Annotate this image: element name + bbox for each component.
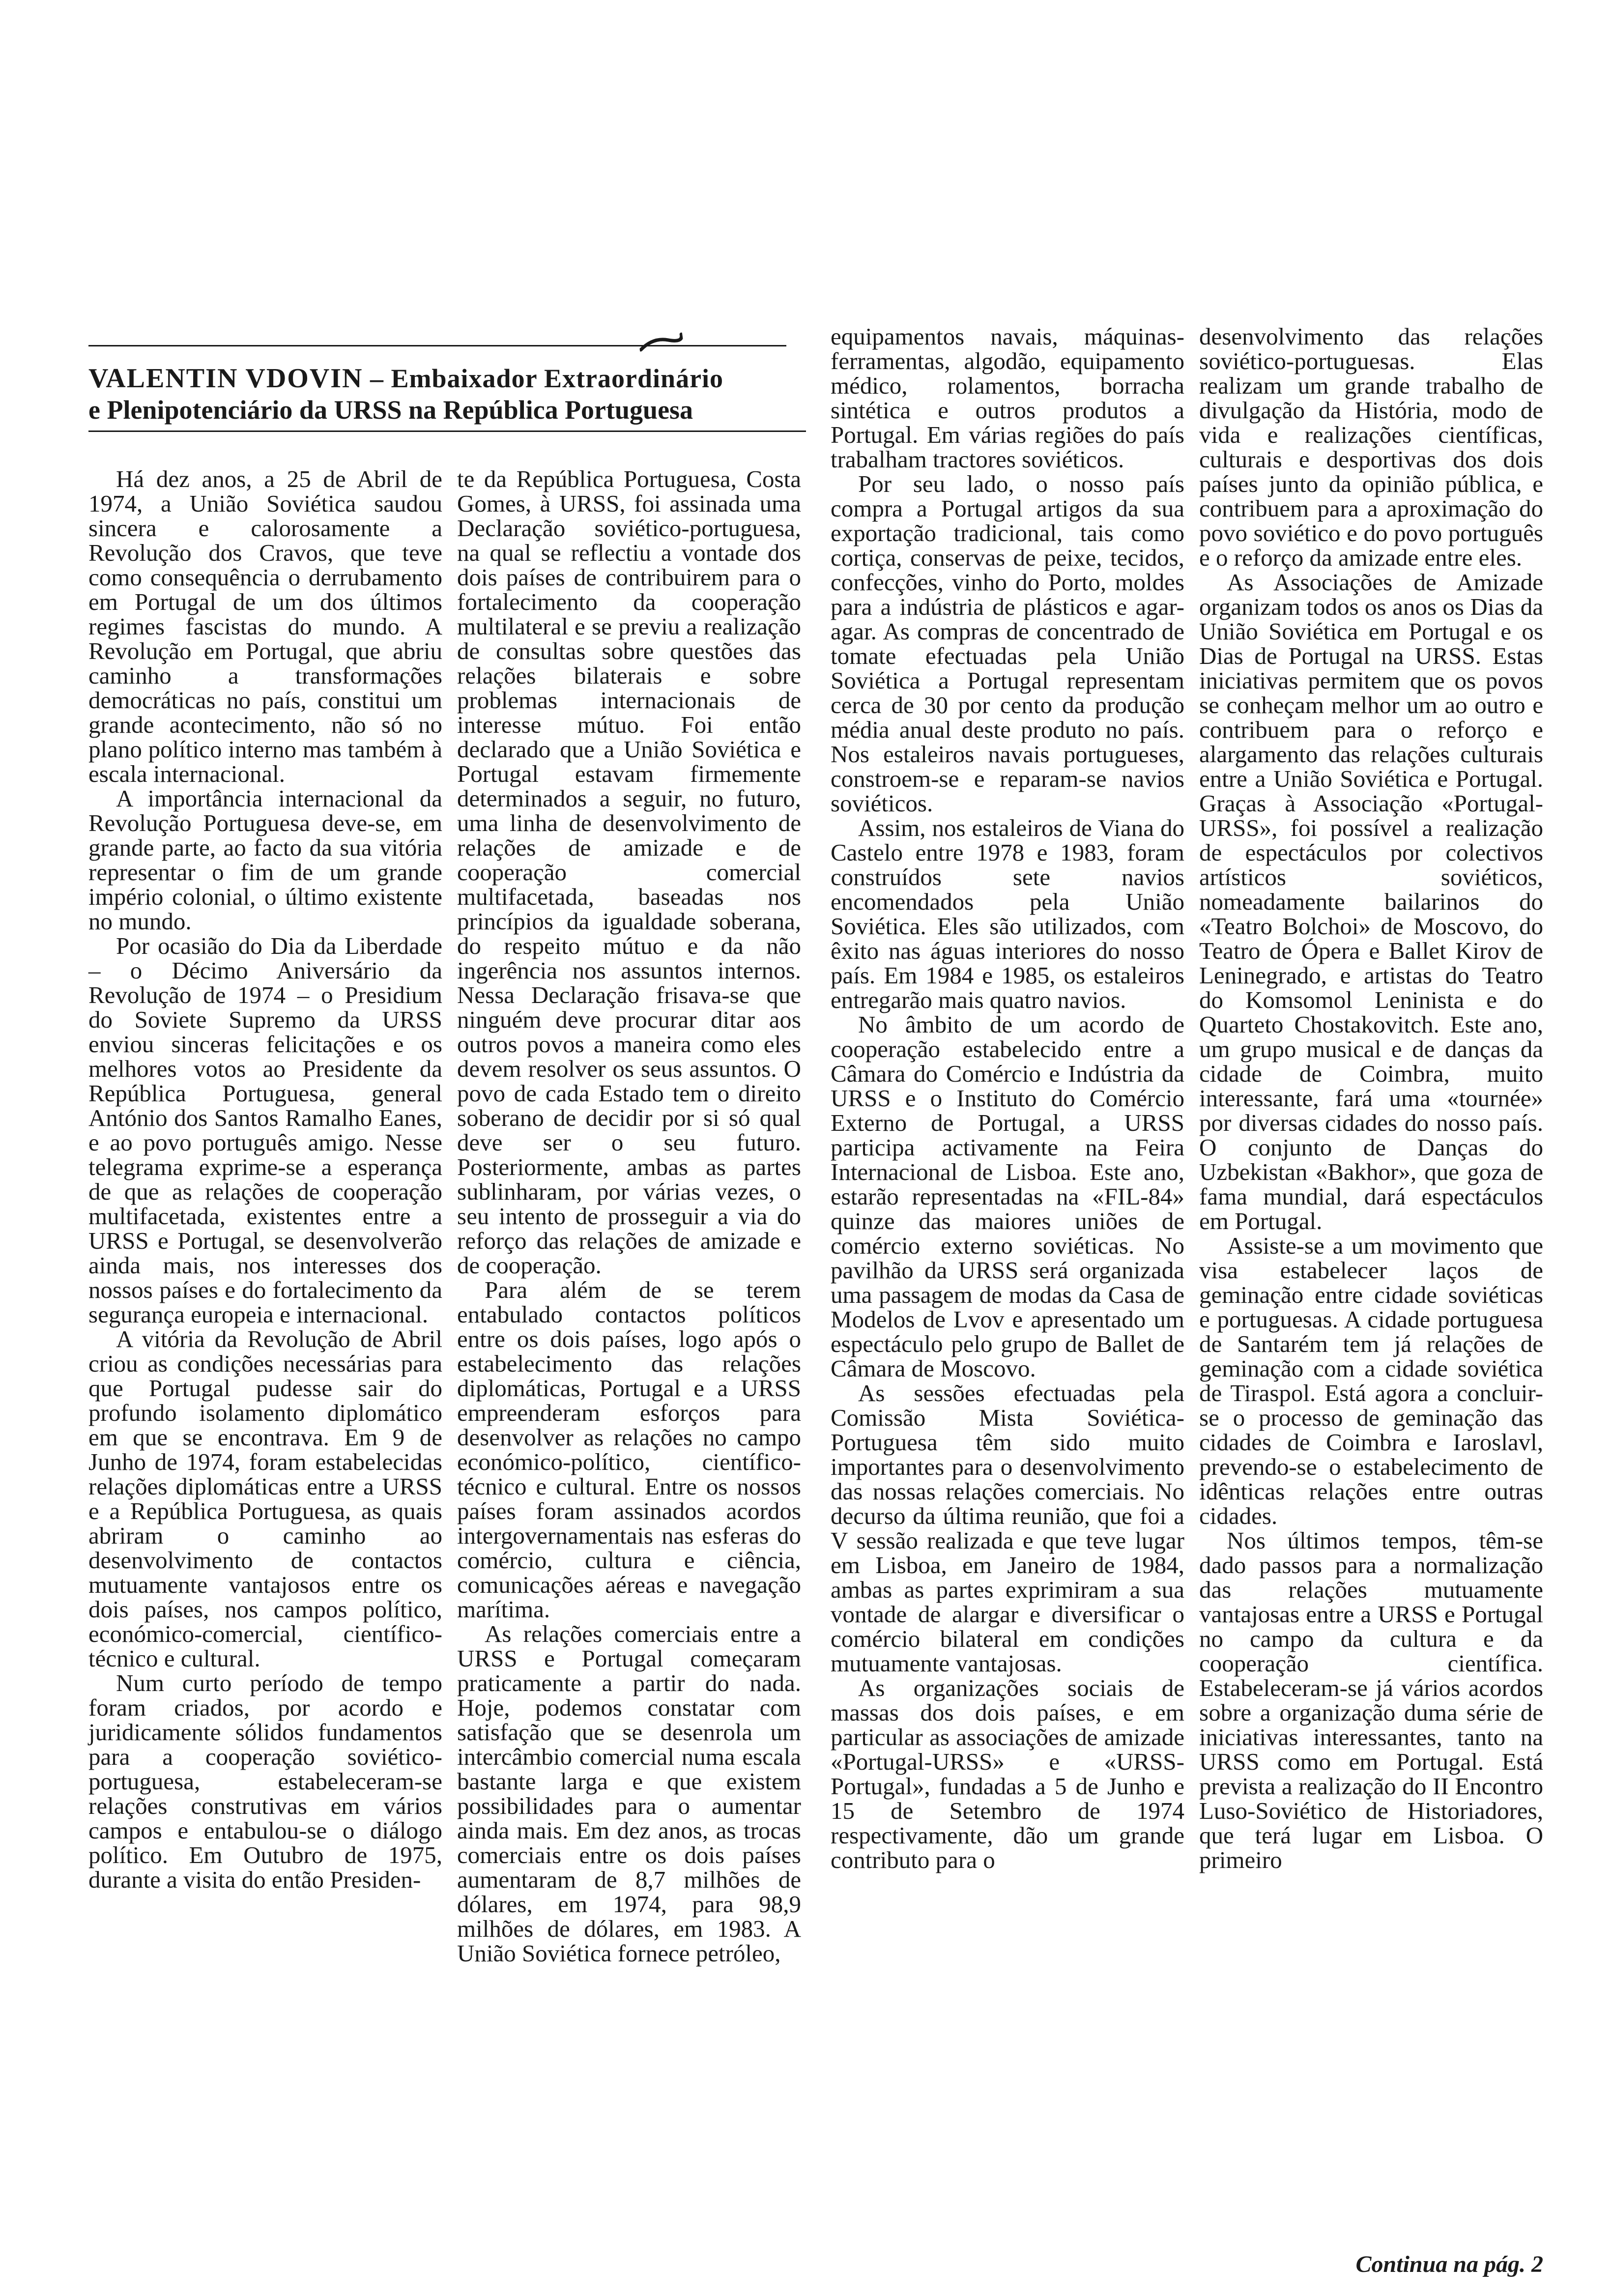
article-column-3	[831, 324, 1184, 1872]
author-role-continued: e Plenipotenciário da URSS na República Portuguesa	[88, 395, 693, 425]
paragraph: Por ocasião do Dia da Liberdade – o Décimo Aniversário da Revolução de 1974 – o Presidium do Soviete Supremo da URSS enviou sinceras felicitações e os melhores votos ao Presidente da República Portuguesa, general António dos Santos Ramalho Eanes, e ao povo português amigo. Nesse telegrama exprime-se a esperança de que as relações de cooperação multifacetada, existentes entre a URSS e Portugal, se desenvolverão ainda mais, nos interesses dos nossos países e do fortalecimento da segurança europeia e internacional.	[88, 932, 442, 1328]
header-dash: –	[370, 364, 384, 393]
paragraph: As relações comerciais entre a URSS e Portugal começaram praticamente a partir do nada. Hoje, podemos constatar com satisfação que se desenrola um intercâmbio comercial numa escala bastante larga e que existem possibilidades para o aumentar ainda mais. Em dez anos, as trocas comerciais entre os dois países aumentaram de 8,7 milhões de dólares, em 1974, para 98,9 milhões de dólares, em 1983. A União Soviética fornece petróleo,	[457, 1620, 801, 1967]
paragraph: Assiste-se a um movimento que visa estabelecer laços de geminação entre cidade soviéticas e portuguesas. A cidade portuguesa de Santarém tem já relações de geminação com a cidade soviética de Tiraspol. Está agora a concluir-se o processo de geminação das cidades de Coimbra e Iaroslavl, prevendo-se o estabelecimento de idênticas relações entre outras cidades.	[1199, 1232, 1543, 1529]
article-column-2	[457, 467, 801, 1966]
paragraph: Por seu lado, o nosso país compra a Portugal artigos da sua exportação tradicional, tais como cortiça, conservas de peixe, tecidos, confecções, vinho do Porto, moldes para a indústria de plásticos e agar-agar. As compras de concentrado de tomate efectuadas pela União Soviética a Portugal representam cerca de 30 por cento da produção média anual deste produto no país. Nos estaleiros navais portugueses, constroem-se e reparam-se navios soviéticos.	[831, 470, 1184, 817]
article-header	[88, 363, 806, 426]
paragraph: Assim, nos estaleiros de Viana do Castelo entre 1978 e 1983, foram construídos sete navios encomendados pela União Soviética. Eles são utilizados, com êxito nas águas interiores do nosso país. Em 1984 e 1985, os estaleiros entregarão mais quatro navios.	[831, 814, 1184, 1013]
pen-mark	[638, 329, 685, 355]
paragraph: As Associações de Amizade organizam todos os anos os Dias da União Soviética em Portugal e os Dias de Portugal na URSS. Estas iniciativas permitem que os povos se conheçam melhor um ao outro e contribuem para o reforço e alargamento das relações culturais entre a União Soviética e Portugal. Graças à Associação «Portugal-URSS», foi possível a realização de espectáculos por colectivos artísticos soviéticos, nomeadamente bailarinos do «Teatro Bolchoi» de Moscovo, do Teatro de Ópera e Ballet Kirov de Leninegrado, e artistas do Teatro do Komsomol Leninista e do Quarteto Chostakovitch. Este ano, um grupo musical e de danças da cidade de Coimbra, muito interessante, fará uma «tournée» por diversas cidades do nosso país. O conjunto de Danças do Uzbekistan «Bakhor», que goza de fama mundial, dará espectáculos em Portugal.	[1199, 569, 1543, 1234]
paragraph: No âmbito de um acordo de cooperação estabelecido entre a Câmara do Comércio e Indústria da URSS e o Instituto do Comércio Externo de Portugal, a URSS participa activamente na Feira Internacional de Lisboa. Este ano, estarão representadas na «FIL-84» quinze das maiores uniões de comércio externo soviéticas. No pavilhão da URSS será organizada uma passagem de modas da Casa de Modelos de Lvov e apresentado um espectáculo pelo grupo de Ballet de Câmara de Moscovo.	[831, 1011, 1184, 1382]
author-role: Embaixador Extraordinário	[391, 364, 724, 393]
paragraph: A vitória da Revolução de Abril criou as condições necessárias para que Portugal pudesse sair do profundo isolamento diplomático em que se encontrava. Em 9 de Junho de 1974, foram estabelecidas relações diplomáticas entre a URSS e a República Portuguesa, as quais abriram o caminho ao desenvolvimento de contactos mutuamente vantajosos entre os dois países, nos campos político, económico-comercial, científico-técnico e cultural.	[88, 1325, 442, 1672]
continued-notice: Continua na pág. 2	[1355, 2251, 1543, 2277]
paragraph: Há dez anos, a 25 de Abril de 1974, a União Soviética saudou sincera e calorosamente a Revolução dos Cravos, que teve como consequência o derrubamento em Portugal de um dos últimos regimes fascistas do mundo. A Revolução em Portugal, que abriu caminho a transformações democráticas no país, constitui um grande acontecimento, não só no plano político interno mas também à escala internacional.	[88, 465, 442, 787]
author-name: VALENTIN VDOVIN	[88, 363, 363, 394]
paragraph: Num curto período de tempo foram criados, por acordo e juridicamente sólidos fundamentos para a cooperação soviético-portuguesa, estabeleceram-se relações construtivas em vários campos e entabulou-se o diálogo político. Em Outubro de 1975, durante a visita do então Presiden-	[88, 1669, 442, 1893]
header-line-2	[88, 394, 806, 426]
paragraph: Nos últimos tempos, têm-se dado passos para a normalização das relações mutuamente vantajosas entre a URSS e Portugal no campo da cultura e da cooperação científica. Estabeleceram-se já vários acordos sobre a organização duma série de iniciativas interessantes, tanto na URSS como em Portugal. Está prevista a realização do II Encontro Luso-Soviético de Historiadores, que terá lugar em Lisboa. O primeiro	[1199, 1527, 1543, 1873]
paragraph: desenvolvimento das relações soviético-portuguesas. Elas realizam um grande trabalho de divulgação da História, modo de vida e realizações científicas, culturais e desportivas dos dois países junto da opinião pública, e contribuem para a aproximação do povo soviético e do povo português e o reforço da amizade entre eles.	[1199, 323, 1543, 571]
paragraph: Para além de se terem entabulado contactos políticos entre os dois países, logo após o estabelecimento das relações diplomáticas, Portugal e a URSS empreenderam esforços para desenvolver as relações no campo económico-político, científico-técnico e cultural. Entre os nossos países foram assinados acordos intergovernamentais nas esferas do comércio, cultura e ciência, comunicações aéreas e navegação marítima.	[457, 1276, 801, 1623]
paragraph: te da República Portuguesa, Costa Gomes, à URSS, foi assinada uma Declaração soviético-portuguesa, na qual se reflectiu a vontade dos dois países de contribuirem para o fortalecimento da cooperação multilateral e se previu a realização de consultas sobre questões das relações bilaterais e sobre problemas internacionais de interesse mútuo. Foi então declarado que a União Soviética e Portugal estavam firmemente determinados a seguir, no futuro, uma linha de desenvolvimento de relações de amizade e de cooperação comercial multifacetada, baseadas nos princípios da igualdade soberana, do respeito mútuo e da não ingerência nos assuntos internos. Nessa Declaração frisava-se que ninguém deve procurar ditar aos outros povos a maneira como eles devem resolver os seus assuntos. O povo de cada Estado tem o direito soberano de decidir por si só qual deve ser o seu futuro. Posteriormente, ambas as partes sublinharam, por várias vezes, o seu intento de prosseguir a via do reforço das relações de amizade e de cooperação.	[457, 465, 801, 1279]
paragraph: A importância internacional da Revolução Portuguesa deve-se, em grande parte, ao facto da sua vitória representar o fim de um grande império colonial, o último existente no mundo.	[88, 785, 442, 935]
paragraph: equipamentos navais, máquinas-ferramentas, algodão, equipamento médico, rolamentos, borracha sintética e outros produtos a Portugal. Em várias regiões do país trabalham tractores soviéticos.	[831, 323, 1184, 473]
paragraph: As organizações sociais de massas dos dois países, e em particular as associações de amizade «Portugal-URSS» e «URSS-Portugal», fundadas a 5 de Junho e 15 de Setembro de 1974 respectivamente, dão um grande contributo para o	[831, 1674, 1184, 1873]
header-rule	[88, 430, 806, 432]
header-line-1	[88, 363, 806, 394]
article-column-1	[88, 467, 442, 1892]
article-column-4	[1199, 324, 1543, 1872]
paragraph: As sessões efectuadas pela Comissão Mista Soviética-Portuguesa têm sido muito importantes para o desenvolvimento das nossas relações comerciais. No decurso da última reunião, que foi a V sessão realizada e que teve lugar em Lisboa, em Janeiro de 1984, ambas as partes exprimiram a sua vontade de alargar e diversificar o comércio bilateral em condições mutuamente vantajosas.	[831, 1379, 1184, 1677]
